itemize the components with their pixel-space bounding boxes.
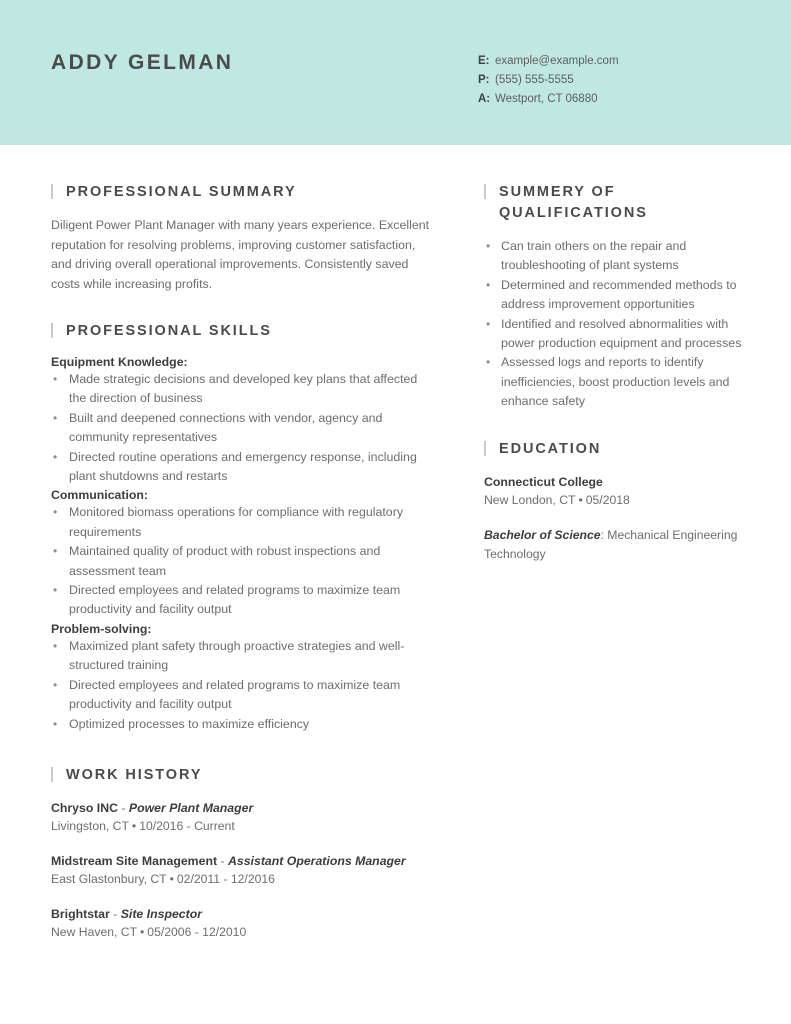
section-summary-of-qualifications	[484, 182, 746, 412]
section-header-professional-summary	[51, 182, 435, 203]
work-entry-meta	[51, 870, 435, 889]
meta-separator: •	[131, 818, 137, 833]
section-title-summary-of-qualifications: SUMMERY OF QUALIFICATIONS	[499, 184, 648, 221]
skill-list	[51, 503, 435, 619]
skill-group-label: Communication:	[51, 488, 149, 503]
professional-summary-text: Diligent Power Plant Manager with many years experience. Excellent reputation for resolving problems, improving customer satisfaction, and driving overall operational improvements. Consistently saved costs while increasing profits.	[51, 218, 430, 291]
skill-list	[51, 370, 435, 486]
work-entry-meta	[51, 923, 435, 942]
section-header-summary-of-qualifications	[484, 182, 746, 224]
work-entry-title	[51, 852, 435, 870]
list-item: • Optimized processes to maximize efficiency	[51, 715, 435, 734]
education-location: New London, CT	[484, 492, 576, 507]
accent-bar-icon	[484, 441, 486, 456]
list-item: • Directed employees and related programs to maximize team productivity and facility output	[51, 676, 435, 715]
section-professional-summary	[51, 182, 435, 294]
contact-row-address	[478, 90, 619, 109]
list-item: • Built and deepened connections with vendor, agency and community representatives	[51, 409, 435, 448]
education-date: 05/2018	[585, 492, 630, 507]
accent-bar-icon	[51, 323, 53, 338]
work-company: Brightstar	[51, 906, 110, 921]
section-header-work-history	[51, 765, 435, 786]
work-role: Site Inspector	[120, 906, 203, 921]
list-item: • Monitored biomass operations for compliance with regulatory requirements	[51, 503, 435, 542]
list-item: • Assessed logs and reports to identify inefficiencies, boost production levels and enhance safety	[484, 353, 746, 411]
education-degree-field: : Mechanical Engineering Technology	[484, 527, 738, 561]
work-company: Midstream Site Management	[51, 853, 218, 868]
meta-separator: •	[140, 924, 145, 939]
list-item: • Maximized plant safety through proactive strategies and well-structured training	[51, 637, 435, 676]
work-entry-title	[51, 905, 435, 923]
candidate-name: ADDY GELMAN	[51, 51, 234, 74]
spacer	[484, 412, 746, 439]
work-separator: -	[109, 906, 121, 921]
education-school: Connecticut College	[484, 474, 603, 489]
work-role: Power Plant Manager	[128, 800, 254, 815]
skill-group-label: Equipment Knowledge:	[51, 355, 188, 369]
section-title-work-history: WORK HISTORY	[66, 766, 203, 783]
education-degree-label: Bachelor of Science	[484, 527, 601, 542]
left-column	[51, 182, 435, 942]
qualifications-list	[484, 237, 746, 412]
section-education	[484, 439, 746, 564]
meta-separator: •	[578, 492, 583, 507]
accent-bar-icon	[51, 767, 53, 782]
work-entry	[51, 905, 435, 942]
contact-label-phone: P:	[478, 74, 490, 86]
spacer	[51, 734, 435, 765]
work-entry-meta	[51, 817, 435, 836]
accent-bar-icon	[51, 184, 53, 199]
work-entry-title	[51, 799, 435, 817]
section-header-education	[484, 439, 746, 460]
section-title-education: EDUCATION	[499, 440, 602, 457]
contact-value-phone: (555) 555-5555	[495, 74, 574, 86]
work-dates: 05/2006 - 12/2010	[147, 924, 247, 939]
list-item: • Directed employees and related programs to maximize team productivity and facility output	[51, 581, 435, 620]
section-title-professional-skills: PROFESSIONAL SKILLS	[66, 323, 272, 339]
work-separator: -	[117, 800, 129, 815]
spacer	[51, 294, 435, 321]
contact-label-address: A:	[478, 93, 491, 105]
education-entry	[484, 473, 746, 510]
section-professional-skills	[51, 321, 435, 734]
resume-header	[0, 0, 791, 145]
work-location: Livingston, CT	[51, 818, 129, 833]
section-title-professional-summary: PROFESSIONAL SUMMARY	[66, 184, 297, 200]
work-location: New Haven, CT	[51, 924, 138, 939]
work-role: Assistant Operations Manager	[228, 853, 406, 868]
list-item: • Can train others on the repair and troubleshooting of plant systems	[484, 237, 746, 276]
list-item: • Made strategic decisions and developed key plans that affected the direction of business	[51, 370, 435, 409]
work-dates: 02/2011 - 12/2016	[176, 871, 275, 886]
list-item: • Determined and recommended methods to address improvement opportunities	[484, 276, 746, 315]
accent-bar-icon	[484, 184, 486, 199]
meta-separator: •	[169, 871, 174, 886]
skill-group-equipment-knowledge	[51, 355, 435, 486]
contact-row-phone	[478, 71, 619, 90]
work-separator: -	[217, 853, 228, 868]
contact-label-email: E:	[478, 55, 490, 67]
section-header-professional-skills	[51, 321, 435, 342]
work-entry	[51, 799, 435, 836]
skill-group-label: Problem-solving:	[51, 621, 152, 636]
skill-list	[51, 637, 435, 734]
list-item: • Identified and resolved abnormalities with power production equipment and processes	[484, 315, 746, 354]
education-meta	[484, 491, 746, 510]
education-degree	[484, 526, 746, 564]
list-item: • Maintained quality of product with robust inspections and assessment team	[51, 542, 435, 581]
work-dates: 10/2016 - Current	[139, 818, 235, 833]
work-company: Chryso INC	[51, 800, 118, 815]
contact-info	[478, 52, 619, 109]
contact-value-email: example@example.com	[495, 55, 619, 67]
work-entry	[51, 852, 435, 889]
list-item: • Directed routine operations and emergency response, including plant shutdowns and restarts	[51, 448, 435, 487]
work-location: East Glastonbury, CT	[51, 871, 167, 886]
contact-value-address: Westport, CT 06880	[495, 93, 598, 105]
right-column	[484, 182, 746, 564]
skill-group-problem-solving	[51, 622, 435, 734]
contact-row-email	[478, 52, 619, 71]
skill-group-communication	[51, 488, 435, 619]
section-work-history	[51, 765, 435, 942]
